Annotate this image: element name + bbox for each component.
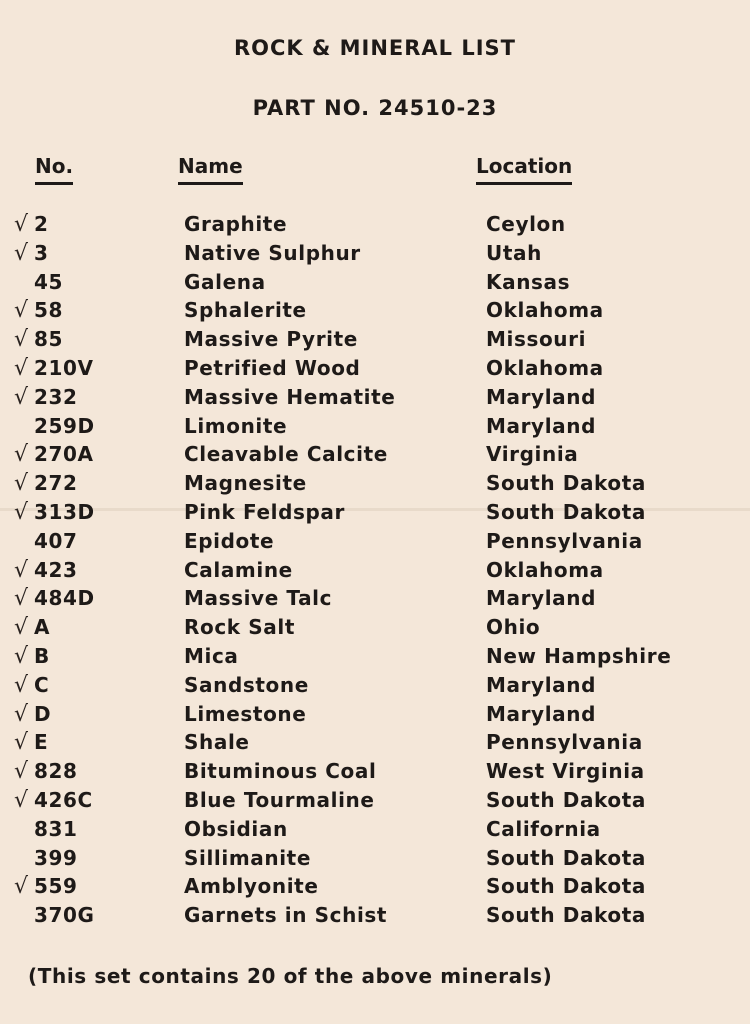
mineral-number: 272 — [34, 471, 78, 496]
mineral-location: South Dakota — [486, 845, 647, 870]
mineral-name: Cleavable Calcite — [184, 442, 388, 467]
mineral-location: West Virginia — [486, 759, 645, 784]
mineral-number: D — [34, 701, 52, 726]
mineral-location: Missouri — [486, 327, 587, 352]
page-title: ROCK & MINERAL LIST — [233, 36, 517, 60]
part-number: PART NO. 24510-23 — [252, 96, 498, 120]
mineral-location: Oklahoma — [486, 298, 604, 323]
mineral-name: Shale — [184, 730, 250, 755]
check-mark: √ — [14, 615, 29, 641]
mineral-location: Maryland — [486, 672, 597, 697]
mineral-location: California — [486, 816, 601, 841]
mineral-name: Blue Tourmaline — [184, 787, 375, 812]
check-mark: √ — [14, 643, 29, 669]
mineral-location: Pennsylvania — [486, 528, 643, 553]
mineral-location: Kansas — [486, 269, 571, 294]
table-row — [0, 673, 750, 702]
mineral-number: 407 — [34, 528, 78, 553]
check-mark: √ — [14, 701, 29, 727]
table-row — [0, 558, 750, 587]
mineral-name: Rock Salt — [184, 615, 295, 640]
table-row — [0, 846, 750, 875]
mineral-name: Magnesite — [184, 471, 307, 496]
table-row — [0, 442, 750, 471]
mineral-location: Maryland — [486, 384, 597, 409]
mineral-number: 270A — [34, 442, 94, 467]
mineral-number: 484D — [34, 586, 95, 611]
check-mark: √ — [14, 212, 29, 237]
table-row — [0, 644, 750, 673]
check-mark: √ — [14, 787, 29, 813]
table-row — [0, 817, 750, 846]
mineral-location: Maryland — [486, 586, 597, 611]
table-row — [0, 500, 750, 529]
check-mark: √ — [14, 240, 29, 266]
check-mark: √ — [14, 730, 29, 756]
mineral-location: South Dakota — [486, 874, 647, 899]
mineral-location: South Dakota — [486, 499, 647, 524]
table-row — [0, 702, 750, 731]
table-row — [0, 241, 750, 270]
check-mark: √ — [14, 557, 29, 583]
table-row — [0, 529, 750, 558]
table-row — [0, 730, 750, 759]
footer-note: (This set contains 20 of the above minerals) — [28, 964, 553, 988]
table-row — [0, 356, 750, 385]
column-header-name: Name — [178, 154, 243, 185]
check-mark: √ — [14, 759, 29, 785]
table-row — [0, 759, 750, 788]
mineral-location: Oklahoma — [486, 355, 604, 380]
mineral-number: 828 — [34, 759, 78, 784]
mineral-name: Limonite — [184, 413, 288, 438]
table-row — [0, 471, 750, 500]
check-mark: √ — [14, 499, 29, 525]
table-row — [0, 903, 750, 932]
table-row — [0, 385, 750, 414]
mineral-name: Sphalerite — [184, 298, 307, 323]
table-row — [0, 270, 750, 299]
mineral-number: 313D — [34, 499, 95, 524]
mineral-name: Massive Pyrite — [184, 327, 358, 352]
mineral-number: 232 — [34, 384, 78, 409]
mineral-number: 259D — [34, 413, 95, 438]
mineral-name: Sillimanite — [184, 845, 311, 870]
mineral-number: B — [34, 643, 50, 668]
table-row — [0, 414, 750, 443]
mineral-number: 2 — [34, 212, 49, 236]
check-mark: √ — [14, 327, 29, 353]
mineral-location: South Dakota — [486, 903, 647, 928]
check-mark: √ — [14, 874, 29, 900]
mineral-location: Ohio — [486, 615, 541, 640]
mineral-name: Mica — [184, 643, 239, 668]
mineral-name: Calamine — [184, 557, 293, 582]
mineral-name: Amblyonite — [184, 874, 319, 899]
mineral-name: Graphite — [184, 212, 288, 236]
mineral-number: 426C — [34, 787, 93, 812]
mineral-name: Petrified Wood — [184, 355, 361, 380]
check-mark: √ — [14, 672, 29, 698]
mineral-number: C — [34, 672, 50, 697]
check-mark: √ — [14, 384, 29, 410]
check-mark: √ — [14, 471, 29, 497]
check-mark: √ — [14, 298, 29, 324]
mineral-number: 58 — [34, 298, 64, 323]
mineral-location: New Hampshire — [486, 643, 672, 668]
mineral-location: South Dakota — [486, 471, 647, 496]
mineral-number: 3 — [34, 240, 49, 265]
mineral-number: 85 — [34, 327, 64, 352]
mineral-location: Maryland — [486, 701, 597, 726]
mineral-name: Pink Feldspar — [184, 499, 345, 524]
mineral-name: Massive Talc — [184, 586, 333, 611]
mineral-number: 210V — [34, 355, 94, 380]
table-row — [0, 874, 750, 903]
mineral-name: Limestone — [184, 701, 307, 726]
mineral-name: Bituminous Coal — [184, 759, 377, 784]
mineral-location: Utah — [486, 240, 542, 265]
mineral-name: Epidote — [184, 528, 275, 553]
table-row — [0, 212, 750, 241]
mineral-number: 399 — [34, 845, 78, 870]
check-mark: √ — [14, 586, 29, 612]
mineral-number: 559 — [34, 874, 78, 899]
mineral-number: 370G — [34, 903, 95, 928]
check-mark: √ — [14, 355, 29, 381]
mineral-name: Garnets in Schist — [184, 903, 388, 928]
mineral-location: South Dakota — [486, 787, 647, 812]
mineral-name: Obsidian — [184, 816, 288, 841]
mineral-number: 423 — [34, 557, 78, 582]
mineral-name: Massive Hematite — [184, 384, 396, 409]
mineral-number: 831 — [34, 816, 78, 841]
table-row — [0, 327, 750, 356]
mineral-list — [0, 212, 750, 932]
column-header-no: No. — [35, 154, 73, 185]
mineral-name: Sandstone — [184, 672, 309, 697]
mineral-number: E — [34, 730, 49, 755]
mineral-number: 45 — [34, 269, 64, 294]
mineral-location: Virginia — [486, 442, 579, 467]
mineral-number: A — [34, 615, 51, 640]
mineral-name: Native Sulphur — [184, 240, 361, 265]
mineral-location: Ceylon — [486, 212, 566, 236]
mineral-name: Galena — [184, 269, 266, 294]
column-header-location: Location — [476, 154, 572, 185]
mineral-location: Pennsylvania — [486, 730, 643, 755]
table-row — [0, 586, 750, 615]
mineral-location: Oklahoma — [486, 557, 604, 582]
check-mark: √ — [14, 442, 29, 468]
mineral-location: Maryland — [486, 413, 597, 438]
table-row — [0, 298, 750, 327]
table-row — [0, 788, 750, 817]
table-row — [0, 615, 750, 644]
